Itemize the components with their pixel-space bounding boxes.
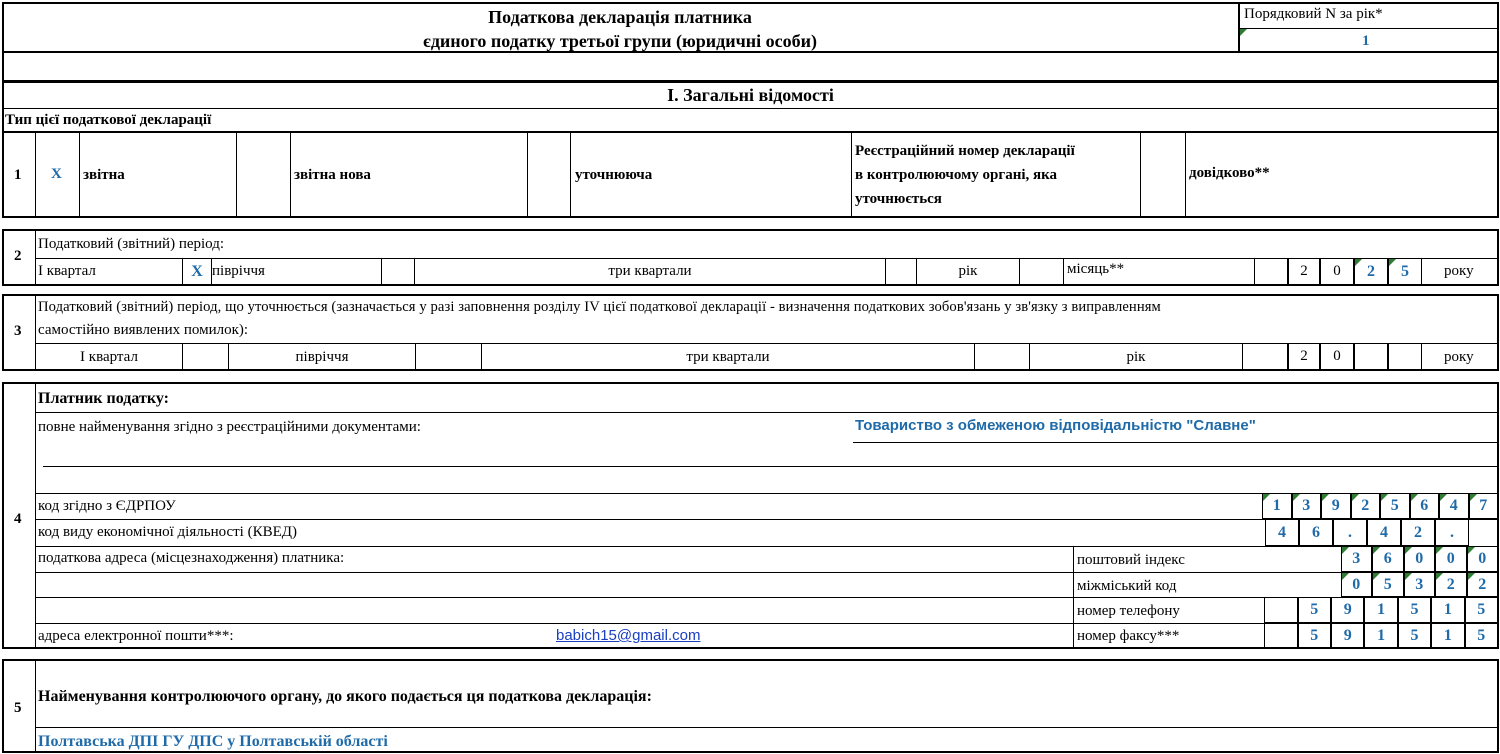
input-marker-icon	[1436, 547, 1443, 554]
month-label: місяць**	[1067, 261, 1125, 277]
phone-cell-4[interactable]	[1364, 597, 1397, 623]
input-marker-icon	[1405, 573, 1412, 580]
fax-cell-1[interactable]	[1264, 623, 1297, 648]
postal-cell-1[interactable]	[1341, 546, 1373, 572]
phone-cell-3[interactable]	[1331, 597, 1364, 623]
row-number-1: 1	[14, 167, 22, 183]
fax-digit: 5	[1410, 626, 1419, 644]
row4-num-divider	[35, 383, 36, 648]
intercity-digit: 2	[1478, 575, 1487, 593]
postal-digit: 0	[1446, 550, 1455, 567]
blank-strip	[2, 53, 1499, 82]
type-divider	[79, 132, 80, 217]
section1-title-separator	[3, 108, 1498, 109]
input-marker-icon	[1468, 547, 1475, 554]
intercity-cell-3[interactable]	[1404, 572, 1436, 597]
authority-value: Полтавська ДПІ ГУ ДПС у Полтавській області	[38, 733, 388, 750]
year-digit-4[interactable]	[1388, 258, 1422, 285]
edrpou-cell-4[interactable]	[1351, 493, 1381, 519]
type-divider	[1185, 132, 1186, 217]
type-row-top	[3, 131, 1498, 133]
row4-separator	[36, 546, 1498, 547]
half-year-mark: X	[191, 262, 203, 280]
postal-digit: 3	[1352, 550, 1361, 567]
input-marker-icon	[1381, 494, 1388, 501]
edrpou-cell-5[interactable]	[1380, 493, 1410, 519]
fax-cell-7[interactable]	[1465, 623, 1498, 648]
input-marker-icon	[1468, 573, 1475, 580]
fax-digit: 1	[1377, 626, 1386, 644]
intercity-cell-2[interactable]	[1372, 572, 1404, 597]
clarified-q1-label: I квартал	[80, 349, 138, 365]
input-marker-icon	[1342, 547, 1349, 554]
declaration-type-label: Тип цієї податкової декларації	[5, 112, 212, 128]
kved-cell-1[interactable]	[1265, 519, 1299, 546]
postal-digit: 0	[1478, 550, 1487, 567]
year-digit-1[interactable]	[1288, 258, 1320, 285]
fax-cell-2[interactable]	[1298, 623, 1331, 648]
q1-label: I квартал	[38, 263, 96, 279]
fax-cell-4[interactable]	[1364, 623, 1397, 648]
intercity-digit: 3	[1415, 575, 1424, 593]
reg-number-input[interactable]	[1141, 132, 1185, 217]
fax-cell-5[interactable]	[1398, 623, 1431, 648]
row5-num-divider	[35, 660, 36, 752]
postal-cell-5[interactable]	[1467, 546, 1499, 572]
reporting-label: звітна	[83, 167, 125, 183]
period-label: Податковий (звітний) період:	[38, 236, 225, 252]
phone-cell-7[interactable]	[1465, 597, 1498, 623]
row4-separator	[36, 412, 1498, 413]
kved-cell-6[interactable]	[1435, 519, 1469, 546]
clarified-year-label: рік	[1126, 349, 1146, 365]
phone-digit: 1	[1377, 601, 1386, 618]
intercity-label: міжміський код	[1077, 578, 1177, 594]
row-number-3: 3	[14, 323, 22, 339]
phone-digit: 1	[1443, 601, 1452, 618]
three-quarters-checkbox[interactable]	[885, 258, 917, 285]
reg-number-label-line1: Реєстраційний номер декларації	[855, 143, 1075, 159]
reg-number-label-line2: в контролюючому органі, яка	[855, 167, 1058, 183]
three-quarters-label: три квартали	[608, 263, 692, 279]
phone-cell-5[interactable]	[1398, 597, 1431, 623]
q1-checkbox[interactable]	[182, 258, 212, 285]
phone-digit: 5	[1410, 601, 1419, 618]
clarifying-label: уточнююча	[575, 167, 653, 183]
year-digit-2[interactable]	[1320, 258, 1354, 285]
postal-label: поштовий індекс	[1077, 552, 1185, 568]
clarified-half-label: півріччя	[295, 349, 349, 365]
phone-cell-2[interactable]	[1298, 597, 1331, 623]
input-marker-icon	[1352, 494, 1359, 501]
serial-input[interactable]	[1240, 29, 1498, 52]
clarified-period-label-line2: самостійно виявлених помилок):	[38, 322, 249, 338]
fax-digit: 1	[1443, 626, 1452, 644]
form-title-line1: Податкова декларація платника	[488, 7, 752, 27]
serial-value: 1	[1362, 33, 1370, 49]
section1-title: І. Загальні відомості	[667, 85, 834, 105]
type-divider	[570, 132, 571, 217]
year-digit-value: 0	[1333, 348, 1341, 364]
clarified-year-digit-2[interactable]	[1320, 343, 1354, 370]
edrpou-digit: 9	[1331, 497, 1340, 514]
full-name-value: Товариство з обмеженою відповідальністю "Славне"	[855, 417, 1256, 434]
postal-cell-2[interactable]	[1372, 546, 1404, 572]
intercity-cell-4[interactable]	[1435, 572, 1467, 597]
clarified-period-label-line1: Податковий (звітний) період, що уточнюється (зазначається у разі заповнення розділу IV цієї податкової декларації - визначення податкових зобов'язань у зв'язку з виправленням	[38, 299, 1161, 315]
half-year-label: півріччя	[212, 263, 265, 279]
clarified-year-digit-4[interactable]	[1388, 343, 1422, 370]
edrpou-label: код згідно з ЄДРПОУ	[38, 498, 176, 514]
row-number-4: 4	[14, 511, 22, 527]
intercity-cell-5[interactable]	[1467, 572, 1499, 597]
year-digit-value: 2	[1300, 263, 1308, 279]
postal-digit: 6	[1383, 550, 1392, 567]
type-divider	[290, 132, 291, 217]
year-digit-value: 2	[1367, 262, 1375, 280]
kved-digit: 4	[1380, 523, 1388, 541]
authority-label: Найменування контролюючого органу, до якого подається ця податкова декларація:	[38, 688, 652, 705]
edrpou-digit: 4	[1449, 497, 1458, 514]
serial-label: Порядковий N за рік*	[1244, 6, 1383, 22]
input-marker-icon	[1405, 547, 1412, 554]
fax-digit: 9	[1343, 626, 1352, 644]
phone-cell-1[interactable]	[1264, 597, 1297, 623]
input-marker-icon	[1436, 573, 1443, 580]
edrpou-cell-3[interactable]	[1321, 493, 1351, 519]
input-marker-icon	[1470, 494, 1477, 501]
kved-digit: 4	[1278, 523, 1286, 541]
kved-cell-5[interactable]	[1401, 519, 1435, 546]
clarified-half-checkbox[interactable]	[415, 343, 482, 370]
kved-cell-3[interactable]	[1333, 519, 1367, 546]
full-name-second-line	[43, 466, 1498, 467]
input-marker-icon	[1240, 29, 1247, 36]
reference-label: довідково**	[1189, 165, 1270, 181]
form-title-line2: єдиного податку третьої групи (юридичні особи)	[423, 31, 817, 51]
fax-cell-6[interactable]	[1431, 623, 1464, 648]
year-checkbox[interactable]	[1019, 258, 1064, 285]
year-suffix: року	[1444, 263, 1474, 279]
edrpou-digit: 3	[1302, 497, 1311, 514]
edrpou-digit: 5	[1390, 497, 1399, 514]
clarified-year-suffix: року	[1444, 349, 1474, 365]
half-year-checkbox[interactable]	[381, 258, 415, 285]
edrpou-cell-7[interactable]	[1439, 493, 1469, 519]
payer-label: Платник податку:	[38, 390, 169, 407]
kved-cell-2[interactable]	[1299, 519, 1333, 546]
row-number-5: 5	[14, 700, 22, 716]
clarified-q3-label: три квартали	[686, 349, 770, 365]
address-input[interactable]	[36, 573, 1073, 597]
input-marker-icon	[1355, 259, 1362, 266]
email-label: адреса електронної пошти***:	[38, 628, 234, 644]
full-name-label: повне найменування згідно з реєстраційними документами:	[38, 419, 421, 435]
phone-digit: 5	[1477, 601, 1486, 618]
input-marker-icon	[1293, 494, 1300, 501]
clarifying-checkbox[interactable]	[528, 132, 570, 217]
fax-cell-3[interactable]	[1331, 623, 1364, 648]
year-digit-value: 0	[1333, 263, 1341, 279]
fax-digit: 5	[1477, 626, 1486, 644]
reporting-new-checkbox[interactable]	[237, 132, 290, 217]
intercity-cell-1[interactable]	[1341, 572, 1373, 597]
input-marker-icon	[1342, 573, 1349, 580]
email-link[interactable]: babich15@gmail.com	[556, 627, 701, 644]
edrpou-cell-1[interactable]	[1262, 493, 1292, 519]
edrpou-cell-8[interactable]	[1469, 493, 1499, 519]
input-marker-icon	[1440, 494, 1447, 501]
phone-cell-6[interactable]	[1431, 597, 1464, 623]
kved-cell-4[interactable]	[1367, 519, 1401, 546]
intercity-digit: 2	[1446, 575, 1455, 593]
input-marker-icon	[1322, 494, 1329, 501]
full-name-underline	[853, 442, 1498, 443]
kved-digit: .	[1450, 523, 1454, 541]
kved-label: код виду економічної діяльності (КВЕД)	[38, 524, 297, 540]
edrpou-digit: 1	[1272, 497, 1281, 514]
clarified-year-digit-3[interactable]	[1354, 343, 1388, 370]
clarified-year-digit-1[interactable]	[1288, 343, 1320, 370]
kved-digit: 6	[1312, 523, 1320, 541]
clarified-year-checkbox[interactable]	[1242, 343, 1288, 370]
edrpou-cell-6[interactable]	[1410, 493, 1440, 519]
input-marker-icon	[1373, 573, 1380, 580]
type-divider	[851, 132, 852, 217]
input-marker-icon	[1373, 547, 1380, 554]
year-digit-value: 5	[1401, 262, 1409, 280]
year-label: рік	[958, 263, 978, 279]
reg-number-label-line3: уточнюється	[855, 191, 942, 207]
year-digit-3[interactable]	[1354, 258, 1388, 285]
edrpou-digit: 2	[1361, 497, 1370, 514]
postal-cell-4[interactable]	[1435, 546, 1467, 572]
edrpou-cell-2[interactable]	[1292, 493, 1322, 519]
fax-digit: 5	[1310, 626, 1319, 644]
phone-digit: 5	[1310, 601, 1319, 618]
phone-label: номер телефону	[1077, 603, 1180, 619]
reporting-checkbox[interactable]	[36, 132, 79, 217]
postal-digit: 0	[1415, 550, 1424, 567]
kved-digit: 2	[1414, 523, 1422, 541]
input-marker-icon	[1389, 259, 1396, 266]
edrpou-digit: 6	[1420, 497, 1429, 514]
phone-digit: 9	[1343, 601, 1352, 618]
input-marker-icon	[1411, 494, 1418, 501]
clarified-q3-checkbox[interactable]	[974, 343, 1030, 370]
edrpou-digit: 7	[1479, 497, 1488, 514]
row-number-2: 2	[14, 248, 22, 264]
reporting-mark: X	[51, 166, 62, 182]
year-digit-value: 2	[1300, 348, 1308, 364]
kved-digit: .	[1348, 523, 1352, 541]
address-label: податкова адреса (місцезнаходження) платника:	[38, 550, 345, 566]
postal-cell-3[interactable]	[1404, 546, 1436, 572]
input-marker-icon	[1263, 494, 1270, 501]
row5-separator	[36, 727, 1498, 728]
month-checkbox[interactable]	[1254, 258, 1288, 285]
intercity-digit: 5	[1383, 575, 1392, 593]
fax-label: номер факсу***	[1077, 628, 1180, 644]
intercity-digit: 0	[1352, 575, 1361, 593]
reporting-new-label: звітна нова	[294, 167, 371, 183]
clarified-q1-checkbox[interactable]	[182, 343, 229, 370]
